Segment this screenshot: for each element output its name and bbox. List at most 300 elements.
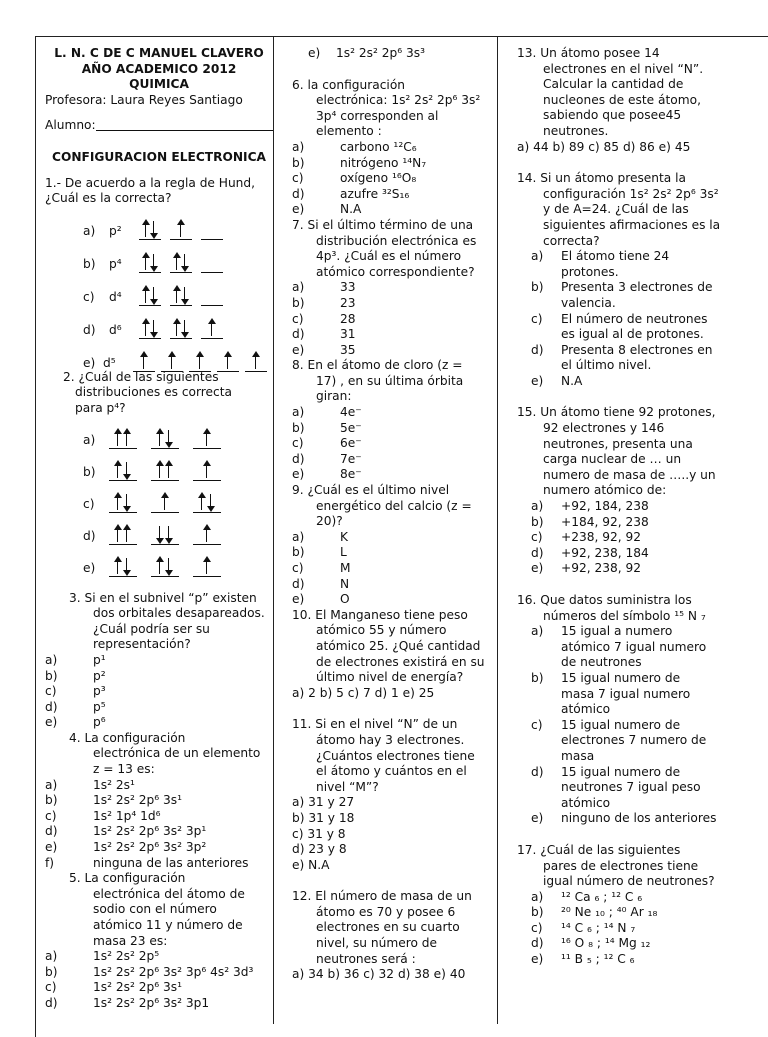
- q5-stem-2: sodio con el número: [93, 902, 217, 917]
- option-text: oxígeno ¹⁶O₈: [340, 171, 417, 186]
- q4-option-c[interactable]: [45, 809, 273, 825]
- option-text: 15 igual numero de: [561, 717, 681, 732]
- option-label: a): [531, 889, 544, 904]
- q1-option-d[interactable]: [45, 306, 273, 339]
- option-label: c): [531, 311, 543, 326]
- q7-option-e[interactable]: [292, 343, 497, 359]
- option-text: p¹: [93, 652, 106, 667]
- q2-option-c[interactable]: [45, 481, 273, 513]
- option-text: 28: [340, 311, 356, 326]
- arrow-up-icon: [117, 462, 118, 478]
- q9-option-a[interactable]: [292, 530, 497, 546]
- q5-option-a[interactable]: [45, 949, 273, 965]
- q13-stem-0: 13. Un átomo posee 14: [517, 46, 660, 60]
- q3-stem-2: ¿Cuál podría ser su: [93, 621, 210, 636]
- q10-stem-2: atómico 25. ¿Qué cantidad: [316, 638, 481, 653]
- option-text: el último nivel.: [561, 358, 652, 373]
- arrow-up-icon: [176, 287, 177, 303]
- q13-stem-2: Calcular la cantidad de: [543, 77, 684, 92]
- orbital-box: [109, 424, 137, 449]
- q16-option-d[interactable]: [517, 765, 725, 812]
- option-label: [531, 796, 561, 812]
- q17-stem-0: 17. ¿Cuál de las siguientes: [517, 842, 681, 857]
- option-text: atómico 7 igual numero: [561, 639, 707, 654]
- option-label: b): [292, 295, 305, 310]
- option-line: [292, 156, 497, 172]
- option-label: b): [292, 155, 305, 170]
- q2-options: [45, 417, 273, 577]
- q17-option-a[interactable]: [517, 890, 725, 906]
- q2-option-e[interactable]: [45, 545, 273, 577]
- q3-option-b[interactable]: [45, 669, 273, 685]
- option-label: d): [531, 342, 544, 357]
- option-label: d): [45, 995, 58, 1010]
- q1-option-a[interactable]: [45, 207, 273, 240]
- arrow-down-icon: [168, 526, 169, 542]
- q4-option-b[interactable]: [45, 793, 273, 809]
- q13-stem-5: neutrones.: [543, 123, 609, 138]
- q2-option-a[interactable]: [45, 417, 273, 449]
- option-text: 1s² 1p⁴ 1d⁶: [93, 808, 161, 823]
- q16-option-e[interactable]: [517, 811, 725, 827]
- orbital-label: d⁵: [103, 356, 116, 371]
- q15-stem-1: 92 electrones y 146: [543, 421, 665, 436]
- q16-option-a[interactable]: [517, 624, 725, 671]
- q17-stem-2: igual número de neutrones?: [543, 874, 715, 889]
- option-line: [517, 546, 725, 562]
- q15-option-b[interactable]: [517, 515, 725, 531]
- option-line: [517, 921, 725, 937]
- orbital-box: [139, 281, 161, 306]
- arrow-up-icon: [126, 430, 127, 446]
- q16-option-b[interactable]: [517, 671, 725, 718]
- arrow-up-icon: [206, 526, 207, 542]
- option-text: 8e⁻: [340, 467, 362, 482]
- arrow-up-icon: [255, 353, 256, 369]
- option-label: a): [531, 249, 544, 264]
- option-line: [517, 561, 725, 577]
- option-line: [292, 467, 497, 483]
- q3-option-c[interactable]: [45, 684, 273, 700]
- arrow-up-icon: [180, 221, 181, 237]
- option-text: 1s² 2s² 2p⁶ 3s³: [336, 46, 425, 60]
- option-text: ¹¹ B ₅ ; ¹² C ₆: [561, 952, 635, 967]
- option-text: de neutrones: [561, 655, 642, 670]
- option-label: c): [531, 920, 543, 935]
- option-label: c): [83, 290, 95, 305]
- q9-option-e[interactable]: [292, 592, 497, 608]
- q4-option-d[interactable]: [45, 824, 273, 840]
- option-line: [517, 702, 725, 718]
- option-text: ninguna de las anteriores: [93, 855, 249, 870]
- q15-option-e[interactable]: [517, 561, 725, 577]
- option-label: e): [292, 467, 305, 482]
- orbital-box: [133, 347, 155, 372]
- q5-option-d[interactable]: [45, 996, 273, 1012]
- option-label: e): [292, 202, 305, 217]
- option-text: p³: [93, 684, 106, 699]
- question-9: [292, 483, 497, 608]
- option-text: ²⁰ Ne ₁₀ ; ⁴⁰ Ar ₁₈: [561, 905, 658, 920]
- column-divider-1: [273, 36, 274, 1024]
- arrow-up-icon: [145, 320, 146, 336]
- arrow-down-icon: [184, 287, 185, 303]
- option-label: d): [292, 576, 305, 591]
- option-text: es igual al de protones.: [561, 327, 704, 342]
- arrow-up-icon: [117, 558, 118, 574]
- q14-stem-1: configuración 1s² 2s² 2p⁶ 3s²: [543, 186, 719, 201]
- option-text: M: [340, 561, 351, 575]
- option-label: f): [45, 855, 55, 870]
- q2-stem-1: distribuciones es correcta: [75, 385, 232, 400]
- q14-option-d[interactable]: [517, 343, 725, 374]
- q1-options: [45, 207, 273, 372]
- option-label: [531, 265, 561, 281]
- q2-stem-0: 2. ¿Cuál de las siguientes: [63, 369, 219, 384]
- option-line: [45, 949, 273, 965]
- q15-option-c[interactable]: [517, 530, 725, 546]
- q9-option-d[interactable]: [292, 577, 497, 593]
- option-line: [517, 936, 725, 952]
- q11-stem-4: nivel “M”?: [316, 779, 379, 794]
- option-label: d): [45, 699, 58, 714]
- q17-option-e[interactable]: [517, 952, 725, 968]
- q8-stem-1: 17) , en su última órbita: [316, 373, 464, 388]
- option-label: e): [83, 560, 96, 575]
- arrow-down-icon: [184, 254, 185, 270]
- q16-option-c[interactable]: [517, 718, 725, 765]
- option-text: L: [340, 545, 347, 560]
- q1-stem-0: 1.- De acuerdo a la regla de Hund,: [45, 175, 256, 190]
- option-text: atómico: [561, 795, 611, 810]
- arrow-down-icon: [126, 462, 127, 478]
- option-text: 35: [340, 342, 356, 357]
- option-label: d): [83, 528, 96, 543]
- option-label: [531, 640, 561, 656]
- question-5: [45, 871, 273, 1011]
- q7-option-d[interactable]: [292, 327, 497, 343]
- student-line[interactable]: [96, 118, 273, 131]
- question-7: [292, 218, 497, 358]
- option-line: [517, 655, 725, 671]
- option-line: [292, 592, 497, 608]
- question-16: [517, 593, 725, 827]
- arrow-up-icon: [145, 254, 146, 270]
- option-text: 31: [340, 327, 356, 342]
- orbital-box: [109, 520, 137, 545]
- option-text: 1s² 2s¹: [93, 777, 135, 792]
- option-label: e): [531, 811, 544, 826]
- q6-stem-0: 6. la configuración: [292, 77, 405, 92]
- q14-option-b[interactable]: [517, 280, 725, 311]
- q1-option-b[interactable]: [45, 240, 273, 273]
- option-label: e): [531, 561, 544, 576]
- option-label: c): [292, 171, 304, 186]
- q8-option-b[interactable]: [292, 421, 497, 437]
- q13-stem-4: sabiendo que posee45: [543, 108, 682, 123]
- option-text: N: [340, 576, 350, 591]
- q5-option-c[interactable]: [45, 980, 273, 996]
- q11-option[interactable]: e) N.A: [292, 857, 330, 872]
- q17-option-c[interactable]: [517, 921, 725, 937]
- q16-stem-1: números del símbolo ¹⁵ N ₇: [543, 608, 706, 623]
- option-line: [517, 765, 725, 781]
- option-label: [531, 780, 561, 796]
- option-label: e): [531, 952, 544, 967]
- orbital-box: [109, 488, 137, 513]
- option-text: 1s² 2s² 2p⁶ 3s¹: [93, 793, 182, 808]
- option-text: ¹² Ca ₆ ; ¹² C ₆: [561, 889, 643, 904]
- q7-option-a[interactable]: [292, 280, 497, 296]
- option-label: b): [531, 280, 544, 295]
- option-text: 1s² 2s² 2p⁶ 3s¹: [93, 980, 182, 995]
- q17-stem-1: pares de electrones tiene: [543, 858, 699, 873]
- option-label: b): [83, 464, 96, 479]
- q15-stem-5: numero atómico de:: [543, 483, 667, 498]
- option-label: d): [292, 186, 305, 201]
- q11-option[interactable]: a) 31 y 27: [292, 795, 355, 810]
- option-line: [517, 312, 725, 328]
- q7-option-c[interactable]: [292, 312, 497, 328]
- orbital-box: [109, 456, 137, 481]
- option-label: d): [531, 545, 544, 560]
- q8-option-c[interactable]: [292, 436, 497, 452]
- option-label: e): [308, 46, 321, 60]
- option-text: O: [340, 592, 350, 607]
- q10-stem-4: último nivel de energía?: [316, 670, 464, 685]
- orbital-label: d⁶: [109, 323, 122, 338]
- q9-stem-1: energético del calcio (z =: [316, 498, 472, 513]
- q12-stem-2: electrones en su cuarto: [316, 920, 460, 935]
- option-line: [517, 687, 725, 703]
- option-text: 15 igual numero de: [561, 670, 681, 685]
- q9-stem-2: 20)?: [316, 514, 343, 529]
- q11-stem-0: 11. Si en el nivel “N” de un: [292, 717, 458, 732]
- student-field[interactable]: [45, 118, 273, 134]
- q2-option-d[interactable]: [45, 513, 273, 545]
- question-2: [45, 370, 273, 577]
- q9-stem-0: 9. ¿Cuál es el último nivel: [292, 483, 450, 498]
- option-label: [531, 655, 561, 671]
- school-name: L. N. C DE C MANUEL CLAVERO: [54, 46, 264, 60]
- academic-year: AÑO ACADEMICO 2012: [81, 61, 237, 76]
- q7-stem-3: atómico correspondiente?: [316, 264, 475, 279]
- q15-stem-4: numero de masa de …..y un: [543, 467, 716, 482]
- arrow-up-icon: [159, 558, 160, 574]
- option-line: [517, 780, 725, 796]
- option-line: [45, 700, 273, 716]
- option-line: [517, 796, 725, 812]
- q5-option-e[interactable]: [292, 46, 497, 62]
- orbital-box: [151, 552, 179, 577]
- q17-option-d[interactable]: [517, 936, 725, 952]
- option-text: nitrógeno ¹⁴N₇: [340, 155, 427, 170]
- q9-option-b[interactable]: [292, 545, 497, 561]
- q7-stem-1: distribución electrónica es: [316, 233, 477, 248]
- option-label: b): [45, 793, 58, 808]
- arrow-up-icon: [117, 494, 118, 510]
- q12-stem-3: nivel, su número de: [316, 936, 438, 951]
- arrow-up-icon: [171, 353, 172, 369]
- option-text: ninguno de los anteriores: [561, 811, 717, 826]
- q6-stem-3: elemento :: [316, 124, 382, 139]
- q8-option-d[interactable]: [292, 452, 497, 468]
- q9-option-c[interactable]: [292, 561, 497, 577]
- q11-option[interactable]: d) 23 y 8: [292, 842, 347, 857]
- arrow-up-icon: [206, 462, 207, 478]
- option-label: b): [45, 964, 58, 979]
- q11-stem-2: ¿Cuántos electrones tiene: [316, 748, 475, 763]
- option-label: c): [292, 311, 304, 326]
- option-text: neutrones 7 igual peso: [561, 780, 701, 795]
- q11-stem-3: el átomo y cuántos en el: [316, 764, 467, 779]
- q3-option-e[interactable]: [45, 715, 273, 731]
- q4-option-a[interactable]: [45, 778, 273, 794]
- arrow-up-icon: [176, 320, 177, 336]
- arrow-up-icon: [176, 254, 177, 270]
- option-label: a): [292, 405, 305, 420]
- option-text: electrones 7 numero de: [561, 733, 707, 748]
- option-line: [517, 671, 725, 687]
- option-text: atómico: [561, 702, 611, 717]
- q12-answers[interactable]: a) 34 b) 36 c) 32 d) 38 e) 40: [292, 967, 466, 982]
- option-label: b): [83, 257, 96, 272]
- q5-option-b[interactable]: [45, 965, 273, 981]
- option-text: 1s² 2s² 2p⁶ 3s² 3p⁶ 4s² 3d³: [93, 964, 254, 979]
- column-3: [517, 46, 725, 968]
- option-text: +92, 238, 92: [561, 561, 641, 576]
- option-line: [292, 436, 497, 452]
- orbital-box: [201, 281, 223, 306]
- option-line: [45, 809, 273, 825]
- q5-stem-0: 5. La configuración: [69, 871, 186, 886]
- q4-option-e[interactable]: [45, 840, 273, 856]
- option-line: [517, 515, 725, 531]
- q6-option-c[interactable]: [292, 171, 497, 187]
- q17-option-b[interactable]: [517, 905, 725, 921]
- option-label: [531, 702, 561, 718]
- option-text: ¹⁴ C ₆ ; ¹⁴ N ₇: [561, 920, 636, 935]
- option-label: c): [531, 717, 543, 732]
- option-line: [517, 327, 725, 343]
- q7-option-b[interactable]: [292, 296, 497, 312]
- q15-option-a[interactable]: [517, 499, 725, 515]
- orbital-box: [193, 520, 221, 545]
- q4-stem-0: 4. La configuración: [69, 730, 186, 745]
- question-1: [45, 176, 273, 372]
- q6-stem-2: 3p⁴ corresponden al: [316, 108, 439, 123]
- option-line: [517, 624, 725, 640]
- orbital-box: [201, 215, 223, 240]
- option-line: [292, 405, 497, 421]
- option-label: e): [83, 356, 96, 371]
- option-line: [292, 343, 497, 359]
- q6-option-d[interactable]: [292, 187, 497, 203]
- option-text: 1s² 2s² 2p⁶ 3s² 3p¹: [93, 824, 207, 839]
- option-text: +184, 92, 238: [561, 514, 649, 529]
- q11-option[interactable]: c) 31 y 8: [292, 826, 346, 841]
- orbital-box: [189, 347, 211, 372]
- option-label: a): [83, 432, 96, 447]
- q5-stem-3: atómico 11 y número de: [93, 918, 243, 932]
- q6-option-e[interactable]: [292, 202, 497, 218]
- q3-option-d[interactable]: [45, 700, 273, 716]
- q15-stem-2: neutrones, presenta una: [543, 436, 693, 451]
- option-line: [517, 640, 725, 656]
- q15-option-d[interactable]: [517, 546, 725, 562]
- question-13: [517, 46, 725, 155]
- q4-option-f[interactable]: [45, 856, 273, 872]
- option-text: Presenta 3 electrones de: [561, 280, 713, 295]
- option-text: p⁵: [93, 699, 106, 714]
- q8-option-e[interactable]: [292, 467, 497, 483]
- option-label: c): [531, 530, 543, 545]
- option-label: c): [45, 980, 57, 995]
- arrow-up-icon: [143, 353, 144, 369]
- option-label: c): [292, 436, 304, 451]
- option-line: [517, 905, 725, 921]
- orbital-box: [109, 552, 137, 577]
- option-text: protones.: [561, 264, 619, 279]
- q1-option-e[interactable]: [45, 339, 273, 372]
- option-label: b): [531, 905, 544, 920]
- option-text: K: [340, 529, 348, 544]
- arrow-up-icon: [159, 462, 160, 478]
- orbital-box: [193, 552, 221, 577]
- orbital-box: [151, 488, 179, 513]
- q15-stem-0: 15. Un átomo tiene 92 protones,: [517, 405, 716, 420]
- q1-option-c[interactable]: [45, 273, 273, 306]
- option-line: [292, 280, 497, 296]
- q10-answers[interactable]: a) 2 b) 5 c) 7 d) 1 e) 25: [292, 685, 435, 700]
- teacher: Profesora: Laura Reyes Santiago: [45, 92, 243, 107]
- option-label: c): [45, 808, 57, 823]
- option-text: p²: [93, 668, 106, 683]
- option-line: [292, 545, 497, 561]
- option-line: [45, 980, 273, 996]
- q10-stem-1: atómico 55 y número: [316, 623, 447, 638]
- option-text: +92, 184, 238: [561, 499, 649, 514]
- q2-option-b[interactable]: [45, 449, 273, 481]
- option-text: 1s² 2s² 2p⁵: [93, 949, 160, 964]
- q14-option-c[interactable]: [517, 312, 725, 343]
- q11-option[interactable]: b) 31 y 18: [292, 810, 355, 825]
- option-label: a): [45, 949, 58, 964]
- orbital-box: [193, 424, 221, 449]
- arrow-up-icon: [145, 287, 146, 303]
- option-text: carbono ¹²C₆: [340, 139, 417, 154]
- column-divider-2: [497, 36, 498, 1024]
- question-8: [292, 358, 497, 483]
- q11-stem-1: átomo hay 3 electrones.: [316, 732, 465, 747]
- option-line: [45, 793, 273, 809]
- option-label: [531, 733, 561, 749]
- q6-option-a[interactable]: [292, 140, 497, 156]
- option-line: [517, 358, 725, 374]
- q8-option-a[interactable]: [292, 405, 497, 421]
- q3-option-a[interactable]: [45, 653, 273, 669]
- option-line: [517, 749, 725, 765]
- q6-option-b[interactable]: [292, 156, 497, 172]
- option-line: [517, 280, 725, 296]
- option-text: 23: [340, 295, 356, 310]
- q14-option-a[interactable]: [517, 249, 725, 280]
- option-label: c): [83, 496, 95, 511]
- q13-answers[interactable]: a) 44 b) 89 c) 85 d) 86 e) 45: [517, 139, 691, 154]
- student-label: Alumno:: [45, 118, 96, 133]
- arrow-up-icon: [206, 558, 207, 574]
- q14-option-e[interactable]: [517, 374, 725, 390]
